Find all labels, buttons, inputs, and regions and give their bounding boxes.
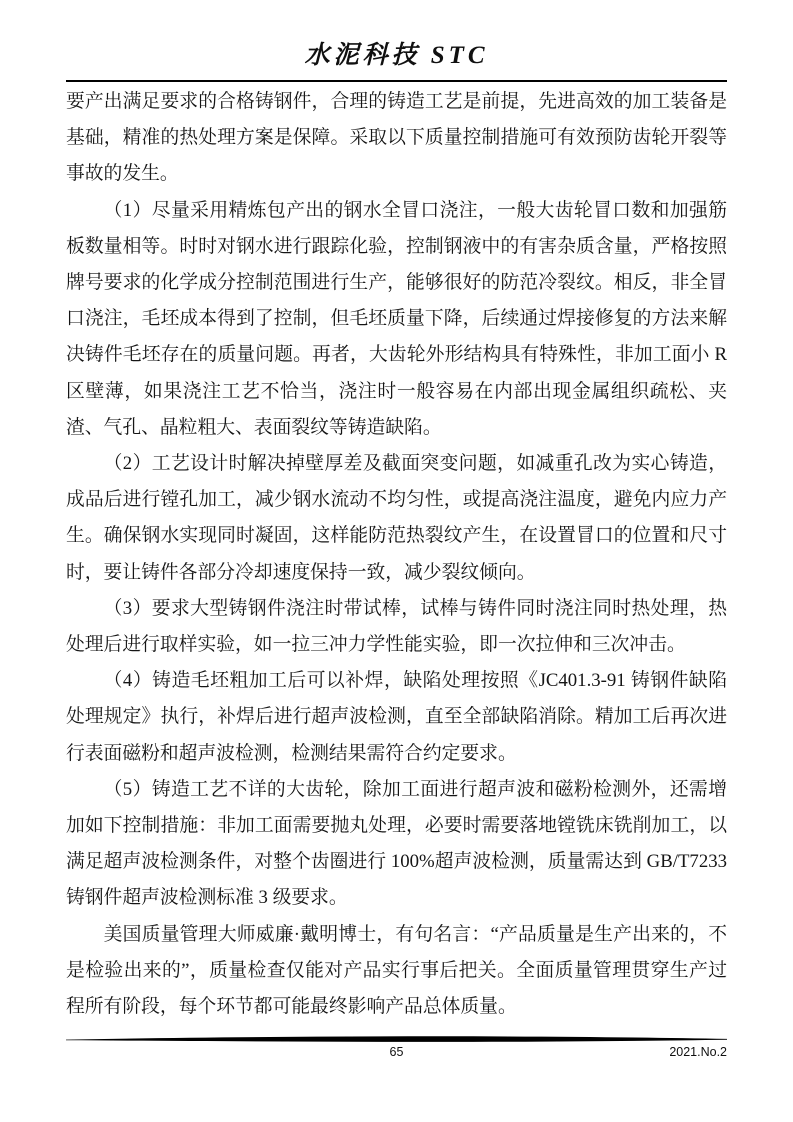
journal-title: 水泥科技 STC [304,42,489,69]
paragraph-intro: 要产出满足要求的合格铸钢件，合理的铸造工艺是前提，先进高效的加工装备是基础，精准的热处理方案是保障。采取以下质量控制措施可有效预防齿轮开裂等事故的发生。 [66,91,727,185]
paragraph-measure-1: （1）尽量采用精炼包产出的钢水全冒口浇注，一般大齿轮冒口数和加强筋板数量相等。时时对钢水进行跟踪化验，控制钢液中的有害杂质含量，严格按照牌号要求的化学成分控制范围进行生产，能够很好的防范冷裂纹。相反，非全冒口浇注，毛坯成本得到了控制，但毛坯质量下降，后续通过焊接修复的方法来解决铸件毛坯存在的质量问题。再者，大齿轮外形结构具有特殊性，非加工面小 R 区壁薄，如果浇注工艺不恰当，浇注时一般容易在内部出现金属组织疏松、夹渣、气孔、晶粒粗大、表面裂纹等铸造缺陷。 [66,199,727,438]
footer-text-row [66,1044,727,1060]
page-number: 65 [389,1045,404,1059]
paragraph-measure-3: （3）要求大型铸钢件浇注时带试棒，试棒与铸件同时浇注同时热处理，热处理后进行取样实验，如一拉三冲力学性能实验，即一次拉伸和三次冲击。 [66,597,727,656]
article-body [66,84,727,1025]
paragraph-measure-4: （4）铸造毛坯粗加工后可以补焊，缺陷处理按照《JC401.3-91 铸钢件缺陷处理规定》执行，补焊后进行超声波检测，直至全部缺陷消除。精加工后再次进行表面磁粉和超声波检测，检测结果需符合约定要求。 [66,670,727,764]
page-footer [66,1035,727,1060]
page-content [66,0,727,1025]
issue-number: 2021.No.2 [669,1045,727,1059]
paragraph-conclusion: 美国质量管理大师威廉·戴明博士，有句名言：“产品质量是生产出来的，不是检验出来的”，质量检查仅能对产品实行事后把关。全面质量管理贯穿生产过程所有阶段，每个环节都可能最终影响产品总体质量。 [66,923,727,1018]
header-rule [66,80,727,82]
paragraph-measure-2: （2）工艺设计时解决掉壁厚差及截面突变问题，如减重孔改为实心铸造，成品后进行镗孔加工，减少钢水流动不均匀性，或提高浇注温度，避免内应力产生。确保钢水实现同时凝固，这样能防范热裂纹产生，在设置冒口的位置和尺寸时，要让铸件各部分冷却速度保持一致，减少裂纹倾向。 [66,453,727,583]
paragraph-measure-5: （5）铸造工艺不详的大齿轮，除加工面进行超声波和磁粉检测外，还需增加如下控制措施：非加工面需要抛丸处理，必要时需要落地镗铣床铣削加工，以满足超声波检测条件，对整个齿圈进行 100%超声波检测，质量需达到 GB/T7233 铸钢件超声波检测标准 3 级要求。 [66,778,727,909]
footer-decorative-rule [66,1035,727,1043]
